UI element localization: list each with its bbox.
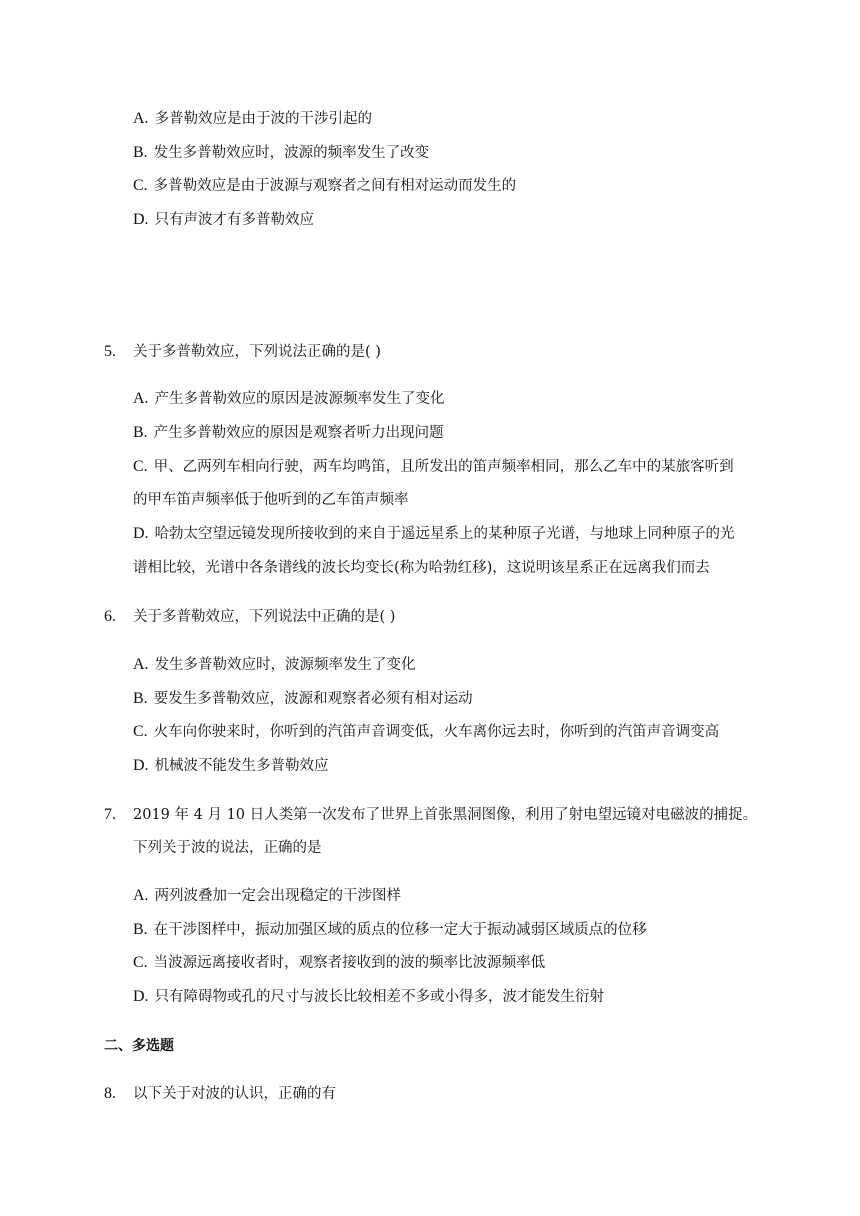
q5-number: 5.	[104, 343, 116, 360]
q7-option-a: A. 两列波叠加一定会出现稳定的干涉图样	[133, 887, 402, 904]
q7-option-c: C. 当波源远离接收者时，观察者接收到的波的频率比波源频率低	[133, 954, 546, 971]
q4-option-d: D. 只有声波才有多普勒效应	[133, 211, 315, 228]
q7-option-b: B. 在干涉图样中，振动加强区域的质点的位移一定大于振动减弱区域质点的位移	[133, 921, 647, 938]
q5-stem: 关于多普勒效应，下列说法正确的是( )	[133, 344, 381, 360]
q4-option-c: C. 多普勒效应是由于波源与观察者之间有相对运动而发生的	[133, 177, 517, 194]
q5-option-d-cont: 谱相比较，光谱中各条谱线的波长均变长(称为哈勃红移)，这说明该星系正在远离我们而去	[133, 560, 710, 576]
q5-option-a: A. 产生多普勒效应的原因是波源频率发生了变化	[133, 390, 445, 407]
q5-option-c-cont: 的甲车笛声频率低于他听到的乙车笛声频率	[133, 492, 409, 508]
q5-option-d: D. 哈勃太空望远镜发现所接收到的来自于遥远星系上的某种原子光谱，与地球上同种原子的光	[133, 525, 735, 542]
section-heading-multiple-choice: 二、多选题	[104, 1038, 174, 1054]
q7-stem-cont: 下列关于波的说法，正确的是	[133, 840, 322, 856]
q4-option-a: A. 多普勒效应是由于波的干涉引起的	[133, 110, 373, 127]
q8-number: 8.	[104, 1085, 116, 1102]
q8-stem: 以下关于对波的认识，正确的有	[133, 1086, 336, 1102]
q4-option-b: B. 发生多普勒效应时，波源的频率发生了改变	[133, 144, 430, 161]
q7-option-d: D. 只有障碍物或孔的尺寸与波长比较相差不多或小得多，波才能发生衍射	[133, 988, 605, 1005]
q6-number: 6.	[104, 608, 116, 625]
q6-stem: 关于多普勒效应，下列说法中正确的是( )	[133, 609, 396, 625]
q6-option-c: C. 火车向你驶来时，你听到的汽笛声音调变低，火车离你远去时，你听到的汽笛声音调变高	[133, 723, 720, 740]
q5-option-b: B. 产生多普勒效应的原因是观察者听力出现问题	[133, 424, 444, 441]
q5-option-c: C. 甲、乙两列车相向行驶，两车均鸣笛，且所发出的笛声频率相同，那么乙车中的某旅客听到	[133, 458, 734, 475]
q7-stem: 2019 年 4 月 10 日人类第一次发布了世界上首张黑洞图像，利用了射电望远镜对电磁波的捕捉。	[133, 807, 758, 823]
q6-option-a: A. 发生多普勒效应时，波源频率发生了变化	[133, 656, 416, 673]
q7-number: 7.	[104, 806, 116, 823]
q6-option-d: D. 机械波不能发生多普勒效应	[133, 757, 329, 774]
q6-option-b: B. 要发生多普勒效应，波源和观察者必须有相对运动	[133, 690, 473, 707]
